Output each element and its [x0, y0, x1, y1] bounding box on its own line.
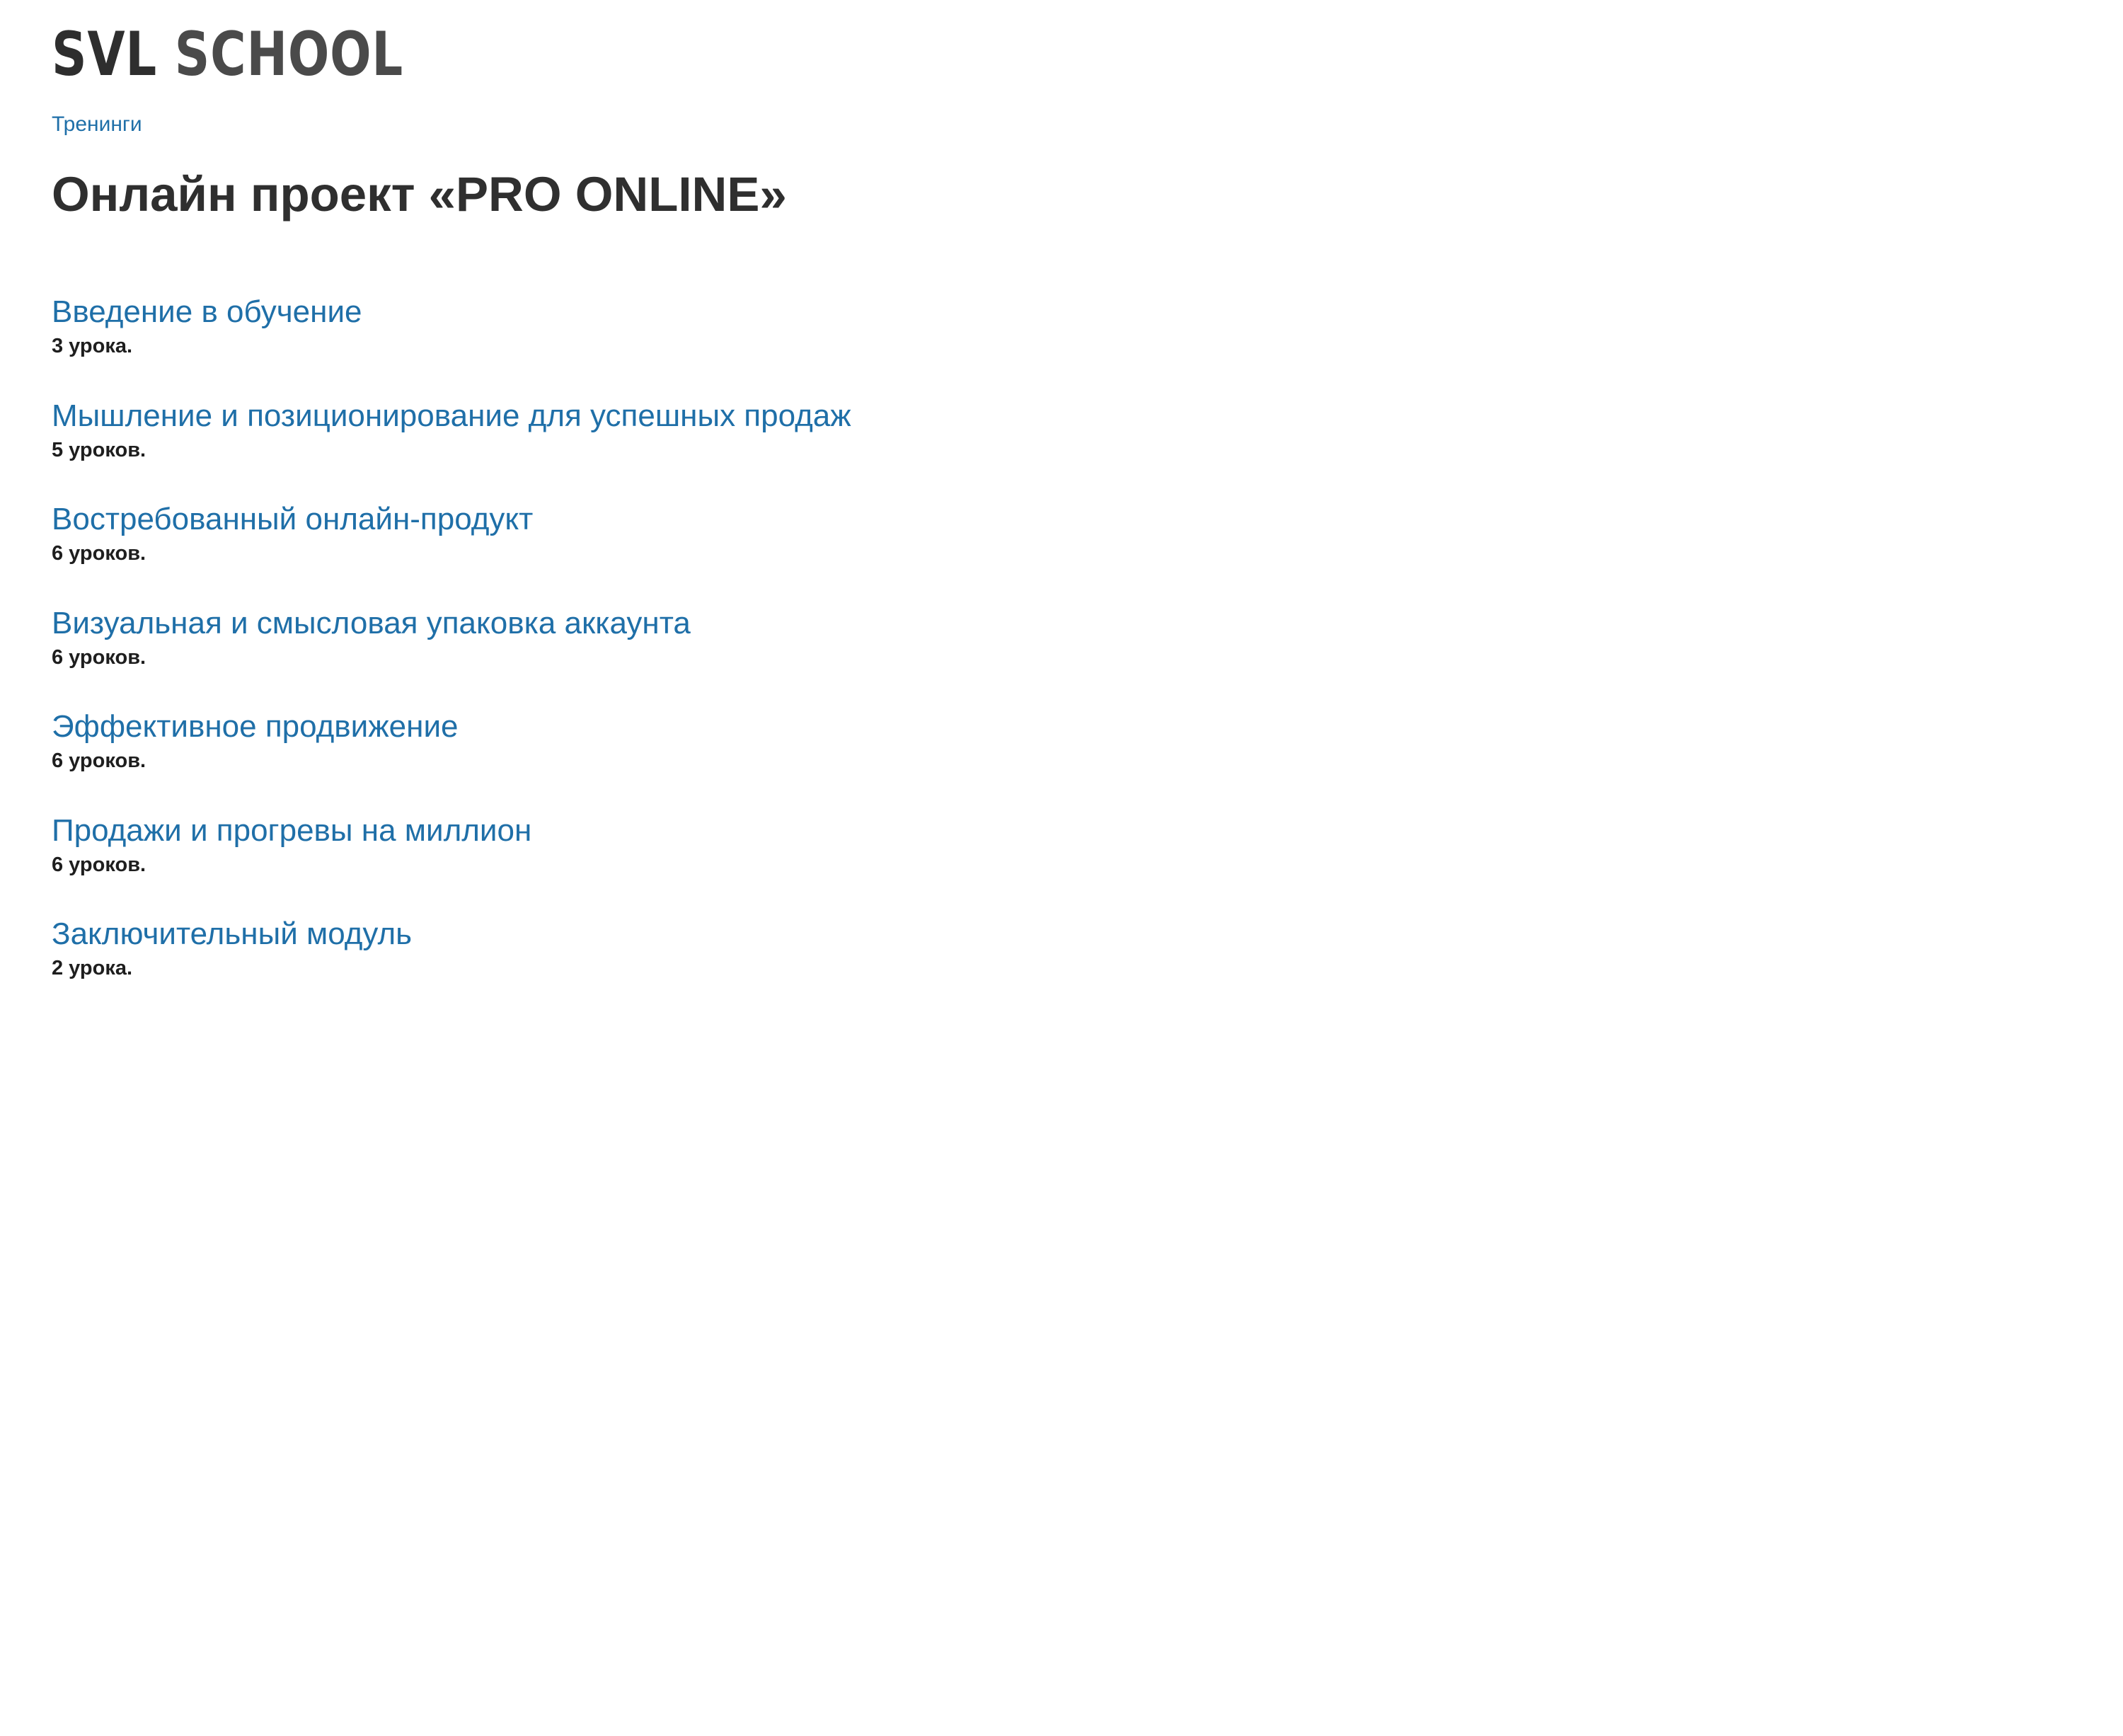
module-title-link[interactable]: Продажи и прогревы на миллион [52, 812, 532, 848]
logo-text-school: SCHOOL [174, 19, 404, 90]
module-title-link[interactable]: Востребованный онлайн-продукт [52, 502, 534, 536]
module-lesson-count: 6 уроков. [52, 853, 146, 876]
module-lesson-count: 3 урока. [52, 335, 133, 357]
module-lesson-count: 2 урока. [52, 957, 133, 979]
module-title-link[interactable]: Заключительный модуль [52, 916, 413, 951]
module-title-link[interactable]: Визуальная и смысловая упаковка аккаунта [52, 605, 691, 640]
logo-text-svl: SVL [52, 19, 158, 90]
module-item-1 [52, 290, 851, 394]
module-list [52, 290, 851, 1016]
module-item-6 [52, 809, 851, 913]
breadcrumb-trainings-link[interactable]: Тренинги [52, 113, 142, 136]
module-item-2 [52, 394, 851, 498]
module-item-7 [52, 912, 851, 1016]
module-item-5 [52, 705, 851, 809]
module-title-link[interactable]: Эффективное продвижение [52, 709, 459, 744]
module-title-link[interactable]: Мышление и позиционирование для успешных продаж [52, 398, 851, 433]
module-lesson-count: 6 уроков. [52, 749, 146, 772]
site-logo[interactable] [52, 19, 404, 90]
module-lesson-count: 6 уроков. [52, 645, 146, 669]
module-title-link[interactable]: Введение в обучение [52, 294, 362, 329]
page-title: Онлайн проект «PRO ONLINE» [52, 167, 787, 222]
module-item-4 [52, 602, 851, 706]
module-lesson-count: 6 уроков. [52, 542, 146, 565]
module-lesson-count: 5 уроков. [52, 438, 146, 461]
module-item-3 [52, 498, 851, 602]
